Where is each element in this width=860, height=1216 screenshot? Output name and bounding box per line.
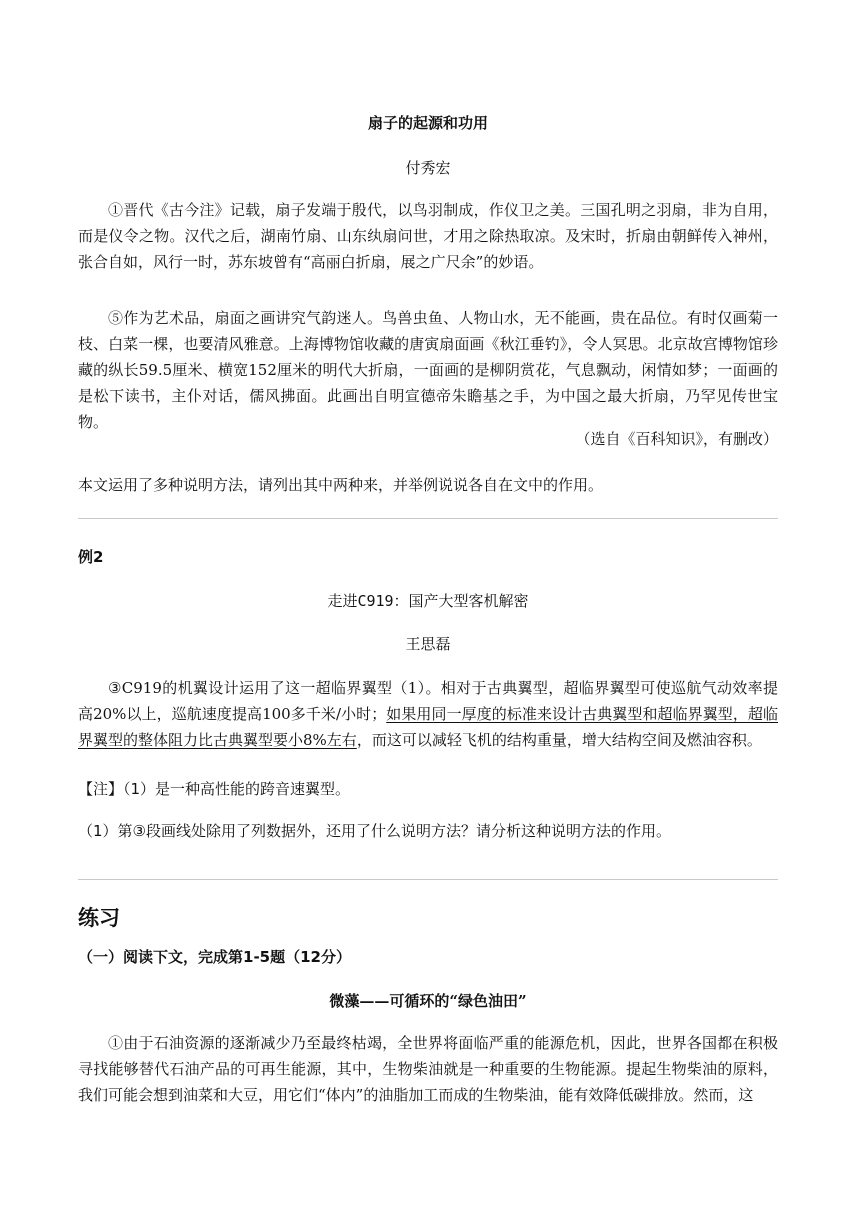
paragraph-5-fan: ⑤作为艺术品，扇面之画讲究气韵迷人。鸟兽虫鱼、人物山水，无不能画，贵在品位。有时仅画菊一枝、白菜一棵，也要清风雅意。上海博物馆收藏的唐寅扇面画《秋江垂钓》，令人冥思。北京故宫博物馆珍藏的纵长59.5厘米、横宽152厘米的明代大折扇，一面画的是柳阴赏花，气息飘动，闲情如梦；一面画的是松下读书，主仆对话，儒风拂面。此画出自明宣德帝朱瞻基之手，为中国之最大折扇，乃罕见传世宝物。 bbox=[78, 309, 778, 431]
paragraph-1-algae: ①由于石油资源的逐渐减少乃至最终枯竭，全世界将面临严重的能源危机，因此，世界各国都在积极寻找能够替代石油产品的可再生能源，其中，生物柴油就是一种重要的生物能源。提起生物柴油的原料，我们可能会想到油菜和大豆，用它们“体内”的油脂加工而成的生物柴油，能有效降低碳排放。然而，这 bbox=[78, 1034, 778, 1104]
paragraph-1-fan: ①晋代《古今注》记载，扇子发端于殷代，以鸟羽制成，作仪卫之美。三国孔明之羽扇，非为自用，而是仪令之物。汉代之后，湖南竹扇、山东纨扇问世，才用之除热取凉。及宋时，折扇由朝鲜传入神州，张合自如，风行一时，苏东坡曾有“高丽白折扇，展之广尺余”的妙语。 bbox=[78, 201, 778, 271]
question-fan: 本文运用了多种说明方法，请列出其中两种来，并举例说说各自在文中的作用。 bbox=[78, 476, 604, 494]
divider-2 bbox=[78, 879, 778, 880]
paragraph-3-c919 bbox=[78, 675, 778, 753]
note-c919: 【注】（1）是一种高性能的跨音速翼型。 bbox=[78, 780, 351, 798]
article-author-fan: 付秀宏 bbox=[405, 159, 451, 177]
article-title-algae: 微藻——可循环的“绿色油田” bbox=[329, 992, 527, 1010]
underlined-sentence: 如果用同一厚度的标准来设计古典翼型和超临界翼型，超临界翼型的整体阻力比古典翼型要小8%左右 bbox=[78, 705, 778, 749]
practice-subheading: （一）阅读下文，完成第1-5题（12分） bbox=[78, 948, 351, 966]
article-author-c919: 王思磊 bbox=[405, 635, 451, 653]
article-title-fan: 扇子的起源和功用 bbox=[367, 114, 488, 132]
divider-1 bbox=[78, 518, 778, 519]
article-title-c919: 走进C919：国产大型客机解密 bbox=[327, 592, 529, 610]
practice-heading: 练习 bbox=[78, 906, 120, 930]
paragraph-3-text-end: ，而这可以减轻飞机的结构重量，增大结构空间及燃油容积。 bbox=[356, 731, 762, 749]
source-citation: （选自《百科知识》，有删改） bbox=[575, 430, 778, 448]
paragraph-3-text-start: ③C919的机翼设计运用了这一超临界翼型（1）。相对于古典翼型，超临界翼型可使巡航气动效率提高20%以上，巡航速度提高100多千米/小时； bbox=[78, 679, 778, 723]
question-c919: （1）第③段画线处除用了列数据外，还用了什么说明方法？请分析这种说明方法的作用。 bbox=[78, 822, 671, 840]
example-2-heading: 例2 bbox=[78, 548, 104, 566]
